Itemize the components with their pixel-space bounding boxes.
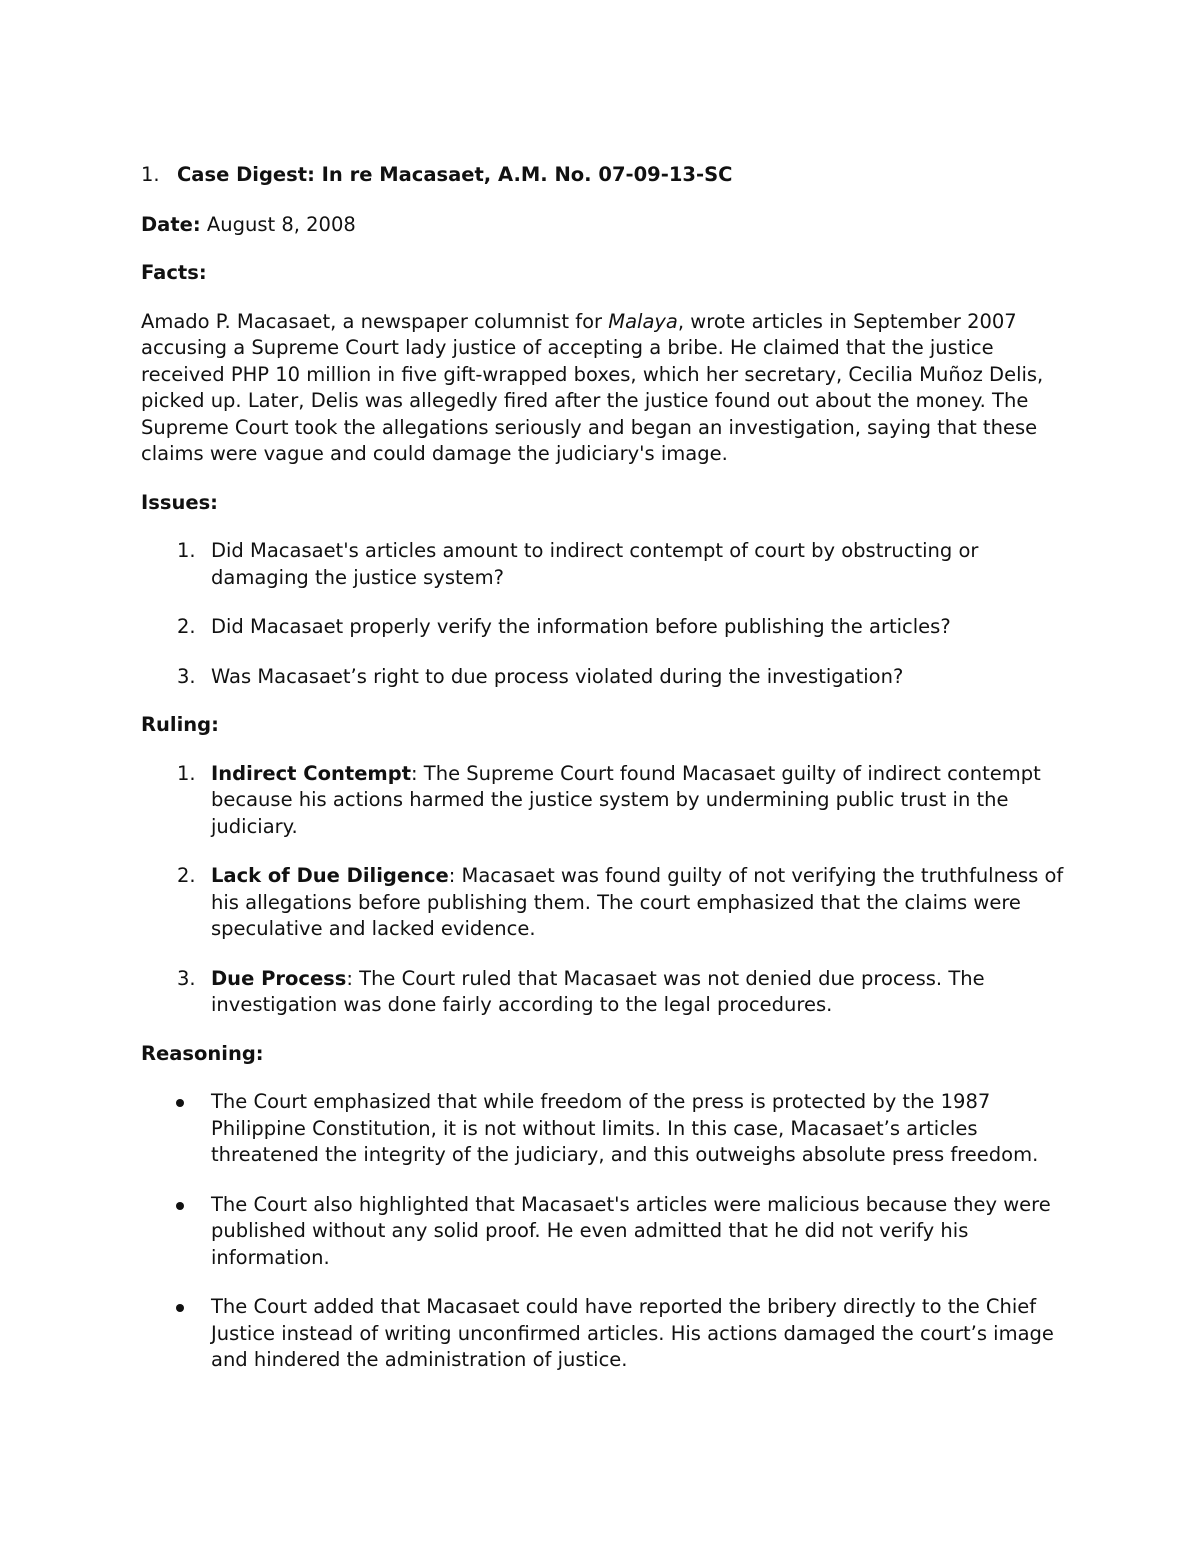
- date-value: August 8, 2008: [200, 212, 356, 236]
- ruling-item: [141, 966, 1071, 1019]
- reasoning-text: The Court added that Macasaet could have reported the bribery directly to the Chief Justice instead of writing unconfirmed articles. His actions damaged the court’s image and hindered the administration of justice.: [211, 1295, 1054, 1371]
- title-text: Case Digest: In re Macasaet, A.M. No. 07-09-13-SC: [177, 163, 733, 186]
- reasoning-item: [141, 1192, 1071, 1272]
- issue-item: [141, 614, 1071, 641]
- ruling-number: 3.: [177, 966, 196, 990]
- reasoning-text: The Court also highlighted that Macasaet's articles were malicious because they were published without any solid proof. He even admitted that he did not verify his information.: [211, 1192, 1051, 1269]
- issue-number: 3.: [177, 664, 196, 688]
- ruling-item: [141, 863, 1071, 943]
- ruling-list: [141, 761, 1071, 1019]
- ruling-number: 1.: [177, 761, 196, 785]
- issue-item: [141, 664, 1071, 691]
- issue-text: Did Macasaet's articles amount to indirect contempt of court by obstructing or damaging the justice system?: [211, 539, 979, 589]
- reasoning-item: [141, 1294, 1071, 1374]
- ruling-body: [211, 761, 1071, 841]
- issue-number: 1.: [177, 539, 196, 562]
- reasoning-heading: Reasoning:: [141, 1041, 264, 1065]
- ruling-text: : The Supreme Court found Macasaet guilty of indirect contempt because his actions harmed the justice system by undermining public trust in the judiciary.: [211, 761, 1041, 838]
- issue-text: Was Macasaet’s right to due process violated during the investigation?: [211, 664, 904, 688]
- date-label: Date:: [141, 212, 201, 236]
- ruling-term: Indirect Contempt: [211, 761, 412, 785]
- ruling-text: : The Court ruled that Macasaet was not denied due process. The investigation was done fairly according to the legal procedures.: [211, 966, 985, 1016]
- ruling-body: [211, 863, 1071, 943]
- ruling-heading: Ruling:: [141, 713, 219, 736]
- bullet-icon: [141, 1192, 211, 1272]
- reasoning-item: [141, 1089, 1071, 1169]
- issue-item: [141, 538, 1071, 591]
- facts-publication: Malaya: [608, 309, 678, 333]
- ruling-term: Due Process: [211, 966, 347, 990]
- title-number: 1.: [141, 163, 160, 186]
- issues-list: [141, 538, 1071, 690]
- reasoning-list: [141, 1089, 1071, 1374]
- ruling-body: [211, 966, 1071, 1019]
- ruling-item: [141, 761, 1071, 841]
- date-line: [141, 212, 1071, 239]
- ruling-text: : Macasaet was found guilty of not verifying the truthfulness of his allegations before publishing them. The court emphasized that the claims were speculative and lacked evidence.: [211, 864, 1064, 940]
- ruling-number: 2.: [177, 864, 196, 887]
- bullet-icon: [141, 1089, 211, 1169]
- reasoning-text: The Court emphasized that while freedom of the press is protected by the 1987 Philippine Constitution, it is not without limits. In this case, Macasaet’s articles threatened the integrity of the judiciary, and this outweighs absolute press freedom.: [211, 1090, 1039, 1166]
- issue-number: 2.: [177, 615, 196, 638]
- facts-text-before: Amado P. Macasaet, a newspaper columnist for: [141, 309, 609, 333]
- bullet-icon: [141, 1294, 211, 1374]
- case-title: [141, 162, 1071, 189]
- document-page: [141, 162, 1071, 1374]
- facts-paragraph: [141, 309, 1071, 468]
- facts-heading: Facts:: [141, 261, 207, 284]
- facts-text-after: , wrote articles in September 2007 accusing a Supreme Court lady justice of accepting a bribe. He claimed that the justice received PHP 10 million in five gift-wrapped boxes, which her secretary, Cecilia Muñoz Delis, picked up. Later, Delis was allegedly fired after the justice found out about the money. The Supreme Court took the allegations seriously and began an investigation, saying that these claims were vague and could damage the judiciary's image.: [141, 309, 1044, 465]
- issues-heading: Issues:: [141, 490, 218, 514]
- ruling-term: Lack of Due Diligence: [211, 864, 449, 887]
- issue-text: Did Macasaet properly verify the information before publishing the articles?: [211, 615, 951, 638]
